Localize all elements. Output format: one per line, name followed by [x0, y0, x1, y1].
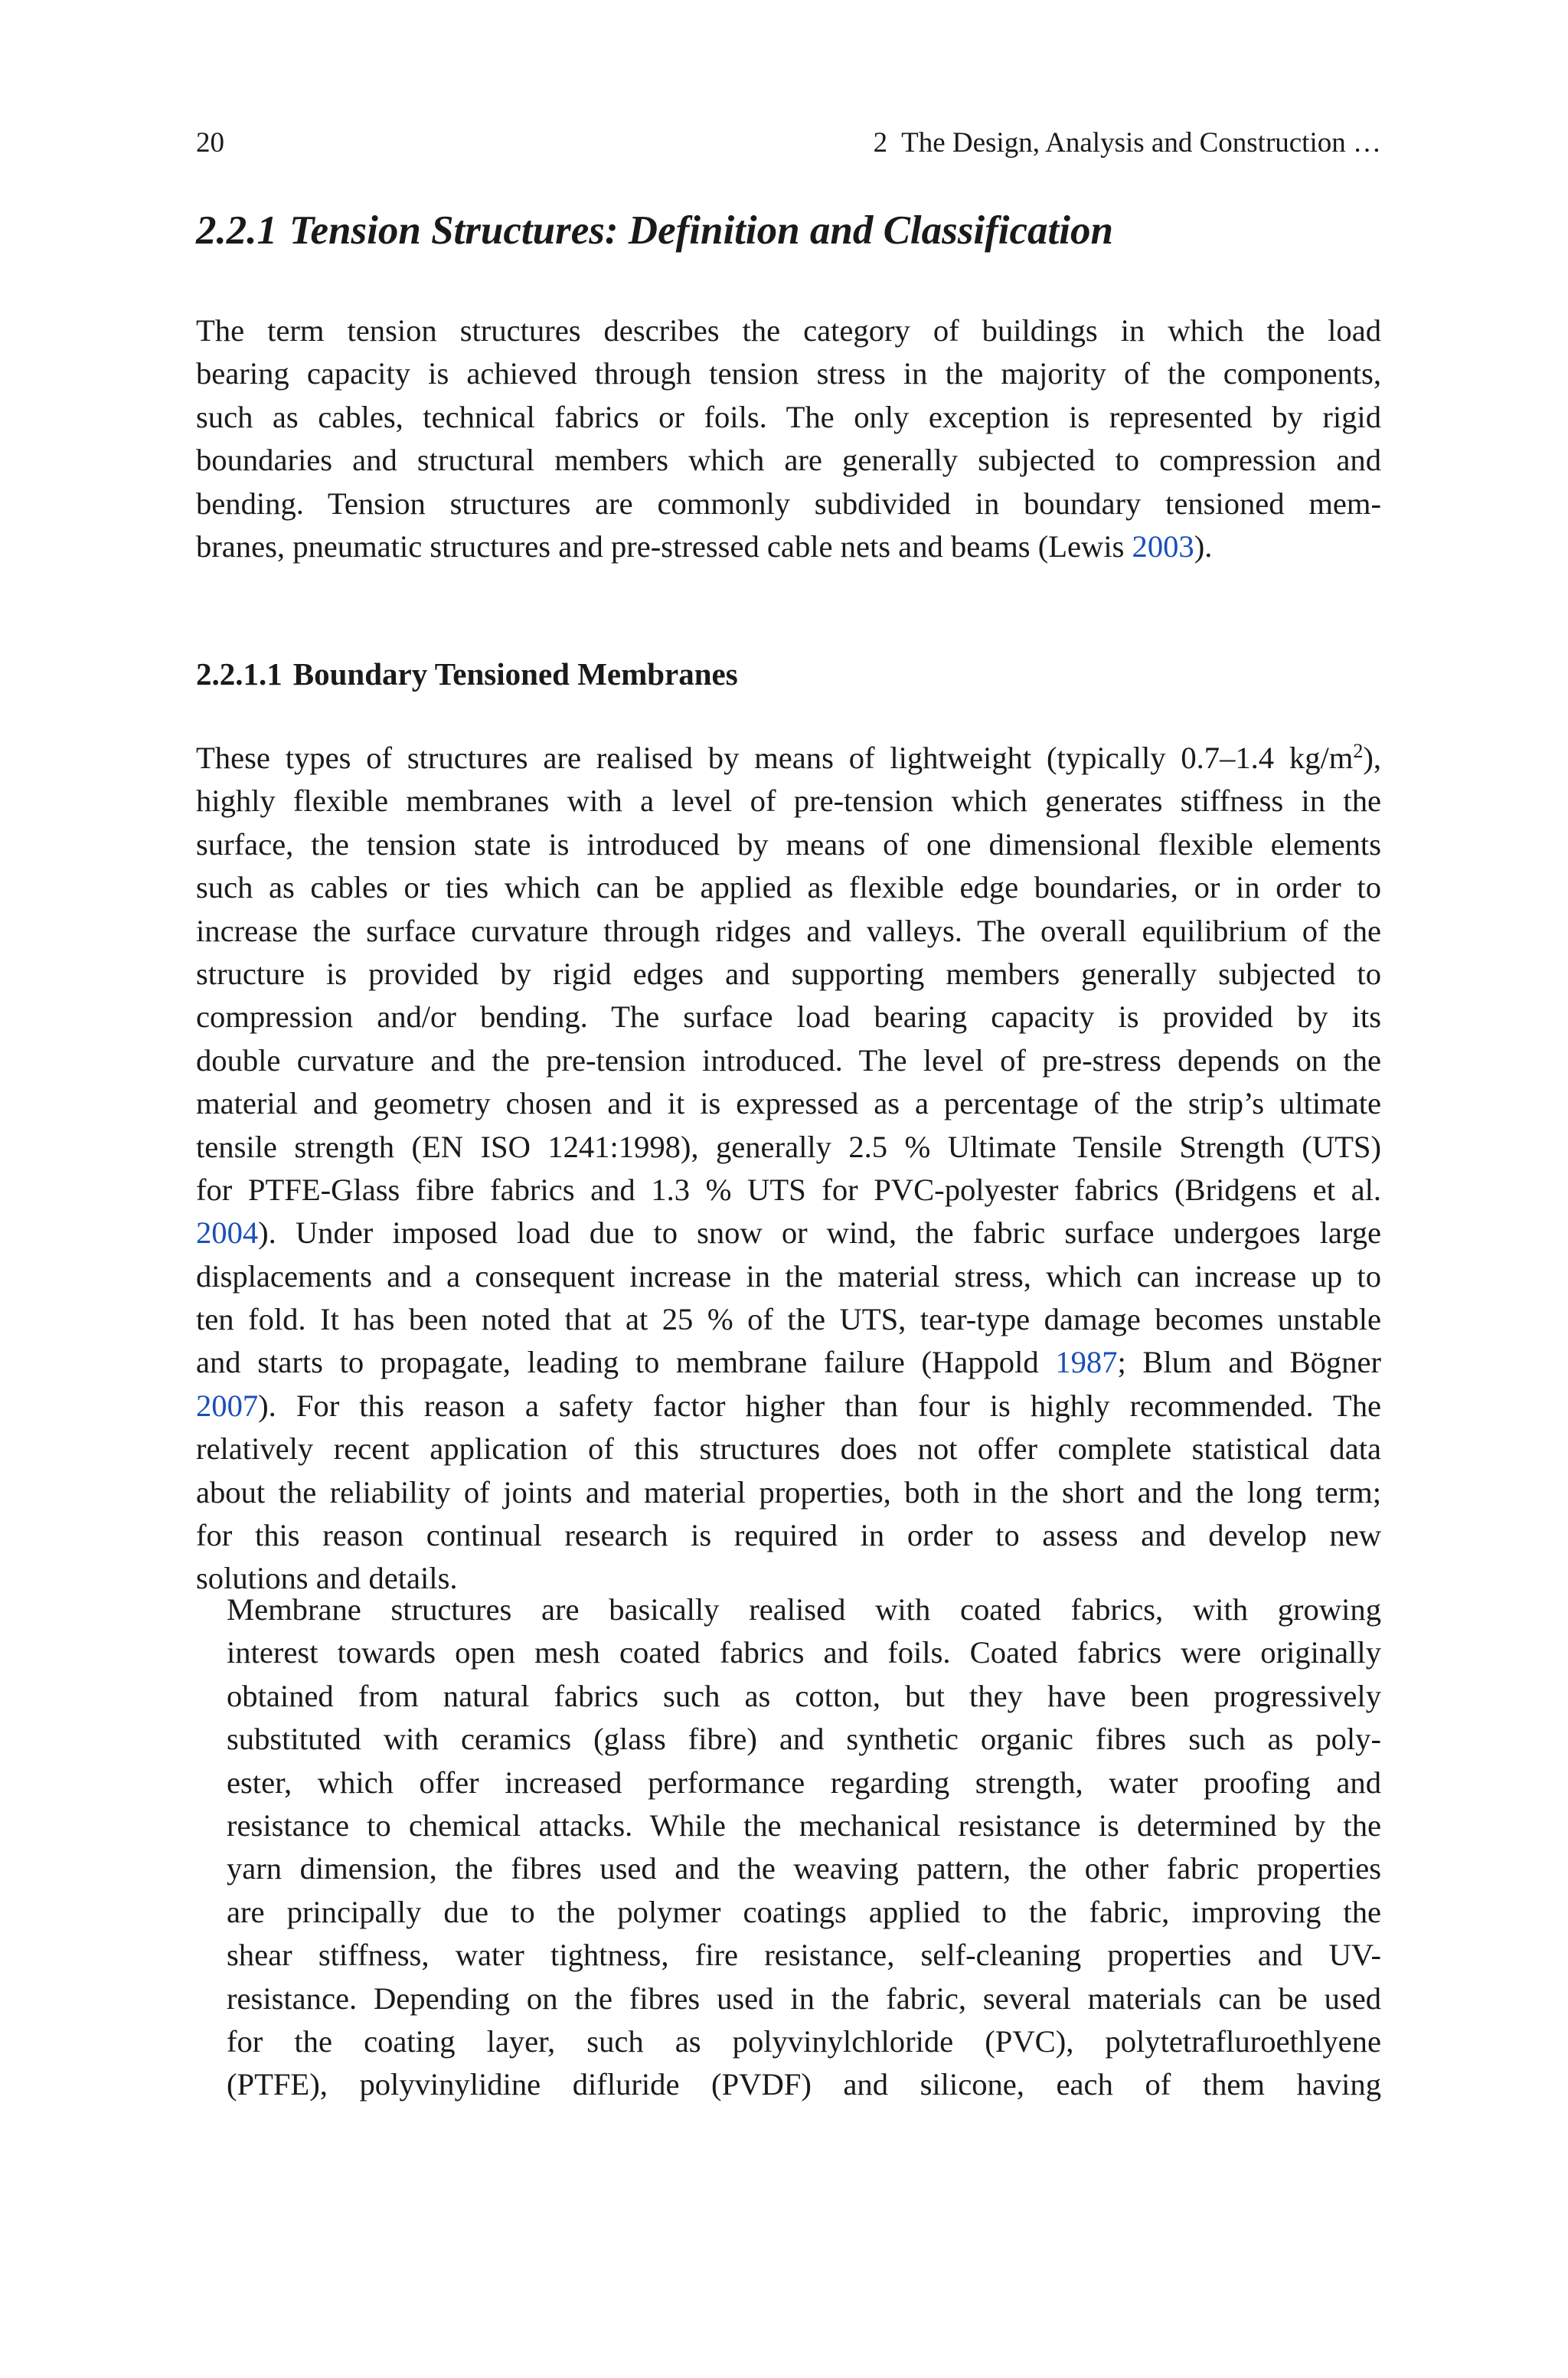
section-heading	[196, 204, 1381, 257]
subsection-number: 2.2.1.1	[196, 656, 283, 692]
paragraph-2	[196, 737, 1381, 1601]
text-line: are principally due to the polymer coatings applied to the fabric, improving the	[227, 1894, 1381, 1929]
text-line: boundaries and structural members which are generally subjected to compression and	[196, 443, 1381, 478]
text-line: solutions and details.	[196, 1561, 458, 1596]
text-fragment: These types of structures are realised by means of lightweight (typically 0.7–1.4 kg/m	[196, 741, 1354, 775]
text-line: yarn dimension, the fibres used and the weaving pattern, the other fabric properties	[227, 1851, 1381, 1886]
paragraph-3	[196, 1588, 1381, 2107]
text-line: for PTFE-Glass fibre fabrics and 1.3 % UTS for PVC-polyester fabrics (Bridgens et al.	[196, 1172, 1381, 1207]
subsection-heading	[196, 653, 1381, 695]
text-line: double curvature and the pre-tension introduced. The level of pre-stress depends on the	[196, 1042, 1381, 1078]
text-line	[196, 1212, 1381, 1254]
text-line: for the coating layer, such as polyvinylchloride (PVC), polytetrafluroethlyene	[227, 2023, 1381, 2059]
text-line: material and geometry chosen and it is expressed as a percentage of the strip’s ultimate	[196, 1086, 1381, 1121]
text-line: obtained from natural fabrics such as cotton, but they have been progressively	[227, 1678, 1381, 1713]
text-line: such as cables or ties which can be applied as flexible edge boundaries, or in order to	[196, 870, 1381, 905]
text-line: substituted with ceramics (glass fibre) and synthetic organic fibres such as poly-	[227, 1722, 1381, 1757]
text-fragment: ; Blum and Bögner	[1117, 1345, 1381, 1380]
text-line: compression and/or bending. The surface load bearing capacity is provided by its	[196, 999, 1381, 1035]
text-fragment: and starts to propagate, leading to membrane failure (Happold	[196, 1345, 1056, 1380]
text-line: increase the surface curvature through ridges and valleys. The overall equilibrium of the	[196, 913, 1381, 948]
running-head	[196, 124, 1381, 162]
text-line	[196, 737, 1381, 780]
text-fragment: ),	[1363, 741, 1381, 775]
text-fragment: branes, pneumatic structures and pre-stressed cable nets and beams (Lewis	[196, 528, 1132, 564]
text-line: (PTFE), polyvinylidine difluride (PVDF) and silicone, each of them having	[227, 2067, 1381, 2102]
text-line: Membrane structures are basically realised with coated fabrics, with growing	[227, 1592, 1381, 1627]
text-line: resistance to chemical attacks. While the mechanical resistance is determined by the	[227, 1807, 1381, 1843]
text-line: for this reason continual research is required in order to assess and develop new	[196, 1518, 1381, 1553]
text-line: such as cables, technical fabrics or foils. The only exception is represented by rigid	[196, 399, 1381, 434]
page-number: 20	[196, 127, 224, 159]
subsection-title-text: Boundary Tensioned Membranes	[292, 656, 738, 692]
text-line: about the reliability of joints and material properties, both in the short and the long term;	[196, 1474, 1381, 1510]
text-fragment: ). Under imposed load due to snow or wind, the fabric surface undergoes large	[258, 1215, 1381, 1251]
citation-link-blum-bogner-2007[interactable]: 2007	[196, 1388, 259, 1423]
section-title-text: Tension Structures: Definition and Classification	[289, 208, 1113, 253]
text-fragment: ).	[1194, 528, 1213, 564]
running-title	[874, 124, 1381, 162]
text-line: The term tension structures describes the category of buildings in which the load	[196, 313, 1381, 348]
text-line: structure is provided by rigid edges and supporting members generally subjected to	[196, 956, 1381, 991]
section-number: 2.2.1	[196, 208, 277, 253]
text-line: highly flexible membranes with a level of pre-tension which generates stiffness in the	[196, 783, 1381, 819]
text-line: bending. Tension structures are commonly subdivided in boundary tensioned mem-	[196, 486, 1381, 521]
text-line: ten fold. It has been noted that at 25 % of the UTS, tear-type damage becomes unstable	[196, 1302, 1381, 1337]
text-line: resistance. Depending on the fibres used in the fabric, several materials can be used	[227, 1981, 1381, 2016]
superscript: 2	[1353, 740, 1364, 762]
paragraph-1	[196, 309, 1381, 568]
citation-link-happold-1987[interactable]: 1987	[1055, 1345, 1118, 1380]
text-line: displacements and a consequent increase in the material stress, which can increase up to	[196, 1258, 1381, 1294]
text-line: interest towards open mesh coated fabrics and foils. Coated fabrics were originally	[227, 1635, 1381, 1670]
chapter-number: 2	[873, 127, 888, 159]
text-fragment: ). For this reason a safety factor higher than four is highly recommended. The	[258, 1388, 1381, 1423]
citation-link-bridgens-2004[interactable]: 2004	[196, 1215, 259, 1251]
text-line: tensile strength (EN ISO 1241:1998), generally 2.5 % Ultimate Tensile Strength (UTS)	[196, 1129, 1381, 1164]
chapter-title: The Design, Analysis and Construction …	[901, 127, 1381, 159]
text-line: surface, the tension state is introduced by means of one dimensional flexible elements	[196, 826, 1381, 862]
text-line	[196, 525, 1381, 568]
text-line: bearing capacity is achieved through tension stress in the majority of the components,	[196, 356, 1381, 391]
citation-link-lewis-2003[interactable]: 2003	[1132, 528, 1194, 564]
text-line	[196, 1385, 1381, 1428]
text-line: shear stiffness, water tightness, fire resistance, self-cleaning properties and UV-	[227, 1938, 1381, 1973]
text-line	[196, 1341, 1381, 1384]
text-line: ester, which offer increased performance regarding strength, water proofing and	[227, 1765, 1381, 1800]
text-line: relatively recent application of this structures does not offer complete statistical data	[196, 1431, 1381, 1467]
